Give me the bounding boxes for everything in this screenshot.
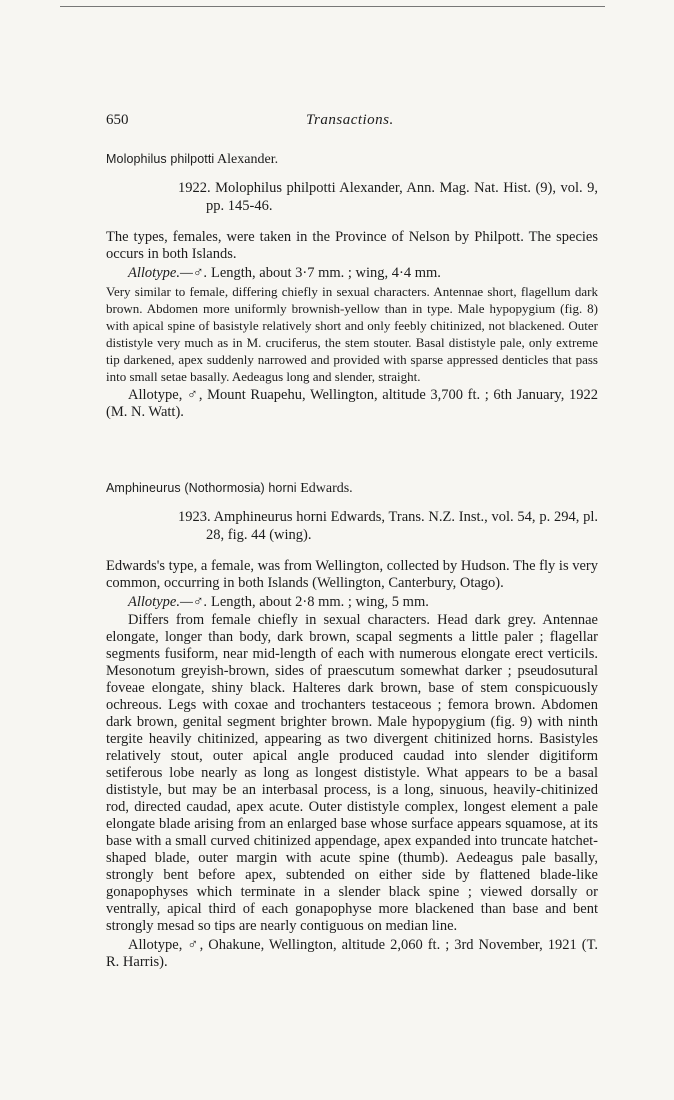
- species-author: Edwards.: [300, 481, 353, 496]
- allotype-record: Allotype, ♂, Ohakune, Wellington, altitude 2,060 ft. ; 3rd November, 1921 (T. R. Harris).: [106, 937, 598, 970]
- allotype-length: Length, about 3·7 mm. ; wing, 4·4 mm.: [210, 265, 441, 281]
- citation: 1922. Molophilus philpotti Alexander, Ann. Mag. Nat. Hist. (9), vol. 9, pp. 145-46.: [178, 180, 598, 214]
- allotype-measurements: [106, 265, 598, 282]
- description-paragraph: Very similar to female, differing chiefly in sexual characters. Antennae short, flagellum dark brown. Abdomen more uniformly brownish-yellow than in type. Male hypopygium (fig. 8) with apical spine of basistyle relatively short and only feebly chitinized, not blackened. Outer dististyle very much as in M. cruciferus, the stem stouter. Basal dististyle pale, only extreme tip darkened, apex suddenly narrowed and provided with sparse appressed denticles that pass into small setae basally. Aedeagus long and slender, straight.: [106, 284, 598, 384]
- types-paragraph: The types, females, were taken in the Province of Nelson by Philpott. The species occurs in both Islands.: [106, 229, 598, 262]
- page-body: [106, 112, 598, 971]
- types-paragraph: Edwards's type, a female, was from Wellington, collected by Hudson. The fly is very common, occurring in both Islands (Wellington, Canterbury, Otago).: [106, 558, 598, 591]
- allotype-label: Allotype.—♂.: [128, 594, 208, 610]
- page-number: 650: [106, 112, 129, 128]
- description-paragraph: Differs from female chiefly in sexual characters. Head dark grey. Antennae elongate, longer than body, dark brown, scapal segments a little paler ; flagellar segments fusiform, near mid-length of each with numerous elongate erect verticils. Mesonotum greyish-brown, sides of praescutum somewhat darker ; pseudosutural foveae elongate, shiny black. Halteres dark brown, base of stem conspicuously ochreous. Legs with coxae and trochanters testaceous ; femora brown. Abdomen dark brown, genital segment brighter brown. Male hypopygium (fig. 9) with ninth tergite heavily chitinized, appearing as two divergent chitinized horns. Basistyles relatively stout, outer apical angle produced caudad into slender digitiform setiferous lobe nearly as long as longest dististyle. What appears to be a basal dististyle, but may be an interbasal process, is a long, sinuous, heavily-chitinized rod, directed caudad, apex acute. Outer dististyle complex, longest element a pale elongate blade arising from an enlarged base whose surface appears squamose, at its base with a small curved chitinized appendage, apex expanded into truncate hatchet-shaped blade, outer margin with acute spine (thumb). Aedeagus pale basally, strongly bent before apex, subtended on either side by flattened blade-like gonapophyses which terminate in a slender black spine ; viewed dorsally or ventrally, apical third of each gonapophyse more blackened than base and bent strongly mesad so tips are nearly contiguous on median line.: [106, 612, 598, 934]
- section-gap: [106, 421, 598, 471]
- allotype-measurements: [106, 594, 598, 611]
- top-rule: [60, 6, 605, 7]
- allotype-length: Length, about 2·8 mm. ; wing, 5 mm.: [210, 594, 429, 610]
- allotype-label: Allotype.—♂.: [128, 265, 208, 281]
- citation: 1923. Amphineurus horni Edwards, Trans. N.Z. Inst., vol. 54, p. 294, pl. 28, fig. 44 (wing).: [178, 509, 598, 543]
- species-name: Amphineurus (Nothormosia) horni: [106, 481, 297, 495]
- running-title: Transactions.: [306, 112, 394, 128]
- allotype-record: Allotype, ♂, Mount Ruapehu, Wellington, altitude 3,700 ft. ; 6th January, 1922 (M. N. Watt).: [106, 387, 598, 420]
- species-name: Molophilus philpotti: [106, 152, 215, 166]
- species-author: Alexander.: [217, 152, 279, 167]
- page-header: [106, 112, 598, 142]
- species-heading: [106, 479, 598, 498]
- species-heading: [106, 150, 598, 169]
